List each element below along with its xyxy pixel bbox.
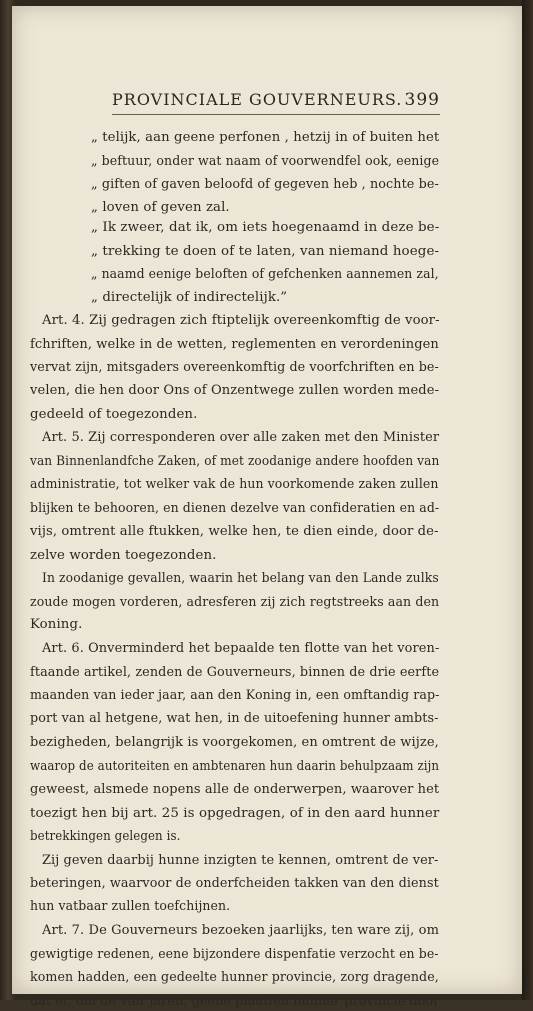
text-line: „ naamd eenige beloften of gefchenken aannemen zal, [91,267,439,282]
text-line: gedeeld of toegezonden. [30,407,198,422]
header-rule [112,114,440,115]
text-line: Koning. [30,617,83,632]
text-line: dat er, om de vier jaren, geene plaatfen hunner provincie door [30,994,440,1009]
text-line: vijs, omtrent alle ftukken, welke hen, te dien einde, door de- [30,524,439,539]
text-line: „ Ik zweer, dat ik, om iets hoegenaamd in deze be- [91,220,440,235]
text-line: van Binnenlandfche Zaken, of met zoodanige andere hoofden van [30,454,440,469]
text-line: maanden van ieder jaar, aan den Koning in, een omftandig rap- [30,688,440,703]
text-line: Art. 7. De Gouverneurs bezoeken jaarlijks, ten ware zij, om [42,923,440,938]
text-line: vervat zijn, mitsgaders overeenkomftig de voorfchriften en be- [30,360,439,375]
text-line: Zij geven daarbij hunne inzigten te kennen, omtrent de ver- [42,853,439,868]
text-line: betrekkingen gelegen is. [30,829,181,844]
text-line: geweest, alsmede nopens alle de onderwerpen, waarover het [30,782,440,797]
text-line: „ telijk, aan geene perfonen , hetzij in of buiten het [91,130,440,145]
text-line: administratie, tot welker vak de hun voorkomende zaken zullen [30,477,439,492]
text-line: toezigt hen bij art. 25 is opgedragen, of in den aard hunner [30,806,440,821]
text-line: „ loven of geven zal. [91,200,230,215]
book-page [12,6,522,1009]
text-line: waarop de autoriteiten en ambtenaren hun daarin behulpzaam zijn [30,759,440,774]
text-line: hun vatbaar zullen toefchijnen. [30,899,231,914]
text-line: „ trekking te doen of te laten, van niemand hoege- [91,244,440,259]
text-line: fchriften, welke in de wetten, reglementen en verordeningen [30,337,439,352]
text-line: beteringen, waarvoor de onderfcheiden takken van den dienst [30,876,439,891]
text-line: port van al hetgene, wat hen, in de uitoefening hunner ambts- [30,711,439,726]
text-line: zoude mogen vorderen, adresferen zij zich regtstreeks aan den [30,595,440,610]
text-line: velen, die hen door Ons of Onzentwege zullen worden mede- [30,383,440,398]
text-line: Art. 5. Zij corresponderen over alle zaken met den Minister [42,430,440,445]
page-number: 399 [404,90,440,110]
text-line: komen hadden, een gedeelte hunner provincie, zorg dragende, [30,970,439,985]
text-line: gewigtige redenen, eene bijzondere dispenfatie verzocht en be- [30,947,439,962]
text-line: blijken te behooren, en dienen dezelve van confideratien en ad- [30,501,440,516]
text-line: „ giften of gaven beloofd of gegeven heb , nochte be- [91,177,439,192]
text-line: Art. 4. Zij gedragen zich ftiptelijk overeenkomftig de voor- [42,313,440,328]
text-line: Art. 6. Onverminderd het bepaalde ten flotte van het voren- [42,641,440,656]
text-line: „ beftuur, onder wat naam of voorwendfel ook, eenige [91,154,440,169]
running-header [112,90,440,114]
book-edge [522,0,533,1000]
text-line: zelve worden toegezonden. [30,548,217,563]
text-line: „ directelijk of indirectelijk.” [91,290,288,305]
text-line: In zoodanige gevallen, waarin het belang van den Lande zulks [42,571,439,586]
text-line: ftaande artikel, zenden de Gouverneurs, binnen de drie eerfte [30,665,440,680]
running-title: PROVINCIALE GOUVERNEURS. [112,90,403,109]
text-line: bezigheden, belangrijk is voorgekomen, en omtrent de wijze, [30,735,439,750]
